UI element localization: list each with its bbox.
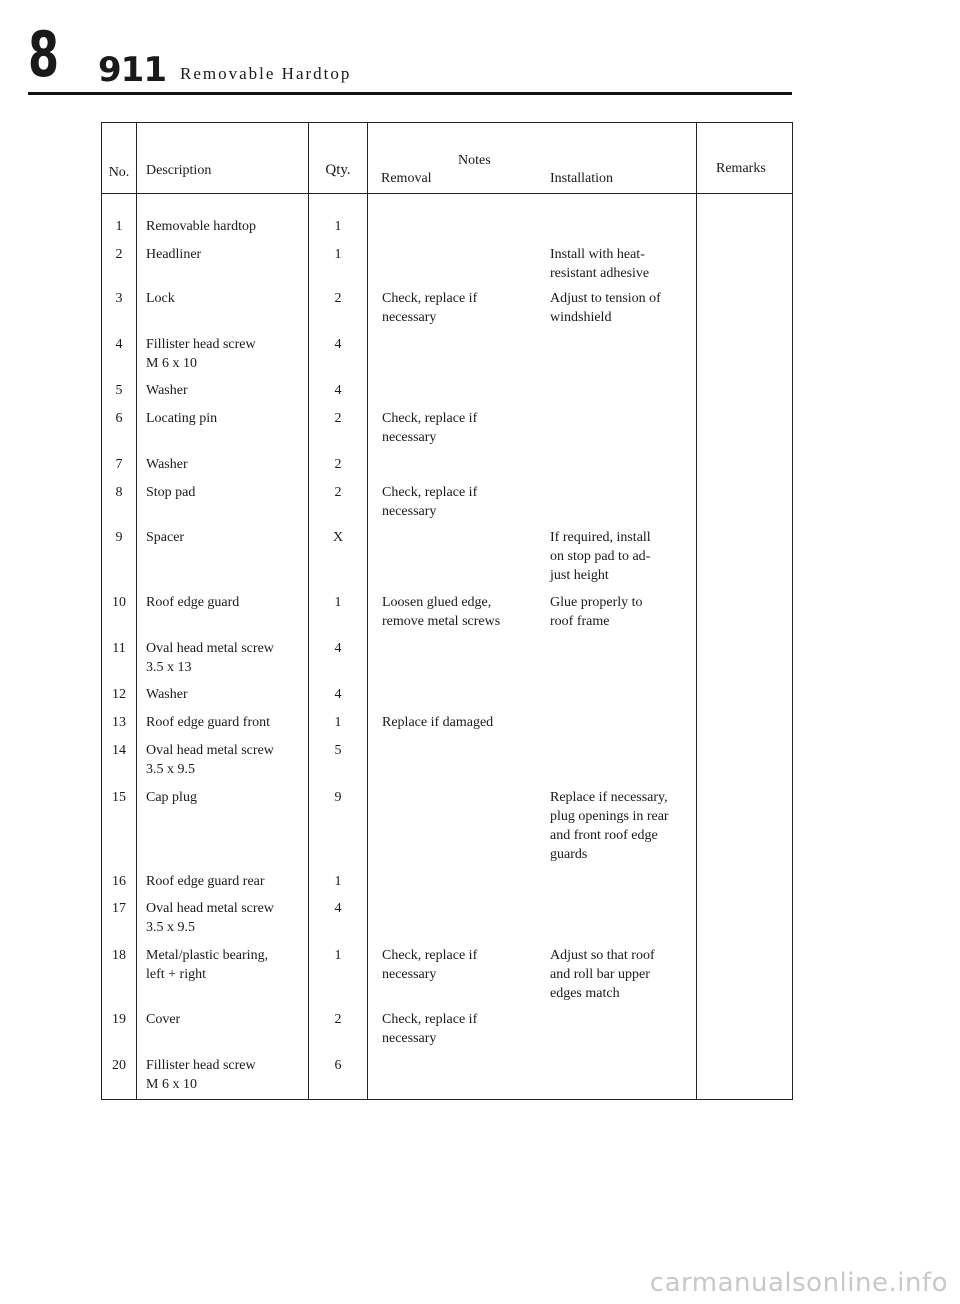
row-description: Cap plug: [146, 790, 197, 805]
header-qty: Qty.: [325, 162, 351, 178]
row-qty: 4: [334, 901, 342, 916]
row-qty: 4: [334, 641, 342, 656]
row-number: 17: [112, 901, 126, 916]
row-qty: 1: [334, 595, 342, 610]
row-installation-note: Install with heat- resistant adhesive: [550, 247, 650, 281]
row-number: 19: [112, 1012, 126, 1027]
row-qty: 1: [334, 219, 342, 234]
row-qty: 2: [334, 457, 342, 472]
header-installation: Installation: [550, 171, 613, 186]
row-number: 15: [112, 790, 126, 805]
row-removal-note: Check, replace if necessary: [382, 1012, 478, 1046]
row-description: Roof edge guard rear: [146, 874, 265, 889]
row-description: Lock: [146, 291, 175, 306]
row-description: Cover: [146, 1012, 181, 1027]
row-number: 3: [115, 291, 123, 306]
row-description: Spacer: [146, 530, 185, 545]
row-number: 13: [112, 715, 126, 730]
header-removal: Removal: [381, 171, 432, 186]
row-number: 16: [112, 874, 126, 889]
row-description: Fillister head screw M 6 x 10: [146, 1058, 256, 1092]
row-qty: 2: [334, 1012, 342, 1027]
row-qty: 1: [334, 715, 342, 730]
row-description: Removable hardtop: [146, 219, 257, 234]
row-qty: 1: [334, 247, 342, 262]
column-divider: [136, 123, 137, 1099]
header-rule: [28, 92, 792, 95]
row-qty: 9: [334, 790, 342, 805]
row-number: 8: [115, 485, 123, 500]
row-removal-note: Check, replace if necessary: [382, 291, 478, 325]
row-number: 18: [112, 948, 126, 963]
parts-table: [101, 122, 793, 1100]
page-subtitle: Removable Hardtop: [180, 64, 352, 83]
row-description: Roof edge guard front: [146, 715, 271, 730]
row-number: 4: [115, 337, 123, 352]
row-description: Washer: [146, 687, 188, 702]
row-description: Locating pin: [146, 411, 218, 426]
row-installation-note: Adjust so that roof and roll bar upper edges match: [550, 948, 655, 1001]
row-number: 7: [115, 457, 123, 472]
row-number: 5: [115, 383, 123, 398]
watermark: carmanualsonline.info: [649, 1268, 948, 1298]
row-removal-note: Check, replace if necessary: [382, 411, 478, 445]
row-description: Fillister head screw M 6 x 10: [146, 337, 256, 371]
row-description: Roof edge guard: [146, 595, 240, 610]
row-description: Oval head metal screw 3.5 x 9.5: [146, 901, 274, 935]
header-remarks: Remarks: [716, 161, 766, 176]
header-no: No.: [108, 165, 130, 180]
row-number: 10: [112, 595, 126, 610]
row-qty: 2: [334, 485, 342, 500]
row-qty: 6: [334, 1058, 342, 1073]
row-number: 12: [112, 687, 126, 702]
header-notes: Notes: [458, 153, 491, 168]
row-installation-note: Replace if necessary, plug openings in rear and front roof edge guards: [550, 790, 669, 862]
row-qty: 1: [334, 948, 342, 963]
row-number: 11: [112, 641, 126, 656]
column-divider: [308, 123, 309, 1099]
row-qty: 5: [334, 743, 342, 758]
row-removal-note: Replace if damaged: [382, 715, 494, 730]
row-description: Headliner: [146, 247, 202, 262]
row-removal-note: Loosen glued edge, remove metal screws: [382, 595, 501, 629]
column-divider: [367, 123, 368, 1099]
page-header: [0, 0, 960, 110]
model-title: 911: [98, 50, 166, 90]
row-installation-note: If required, install on stop pad to ad- just height: [550, 530, 651, 583]
row-description: Oval head metal screw 3.5 x 9.5: [146, 743, 274, 777]
row-number: 20: [112, 1058, 126, 1073]
row-number: 1: [115, 219, 123, 234]
row-number: 2: [115, 247, 123, 262]
row-description: Oval head metal screw 3.5 x 13: [146, 641, 274, 675]
row-qty: 2: [334, 291, 342, 306]
row-qty: 4: [334, 687, 342, 702]
row-removal-note: Check, replace if necessary: [382, 948, 478, 982]
row-removal-note: Check, replace if necessary: [382, 485, 478, 519]
section-number: 8: [28, 18, 60, 91]
row-qty: 4: [334, 383, 342, 398]
row-installation-note: Glue properly to roof frame: [550, 595, 643, 629]
row-description: Washer: [146, 457, 188, 472]
row-qty: 1: [334, 874, 342, 889]
row-installation-note: Adjust to tension of windshield: [550, 291, 661, 325]
row-number: 14: [112, 743, 126, 758]
header-divider: [102, 193, 792, 194]
row-number: 9: [115, 530, 123, 545]
row-qty: 4: [334, 337, 342, 352]
row-number: 6: [115, 411, 123, 426]
row-qty: 2: [334, 411, 342, 426]
row-qty: X: [332, 530, 344, 545]
header-description: Description: [146, 163, 212, 178]
row-description: Stop pad: [146, 485, 196, 500]
row-description: Metal/plastic bearing, left + right: [146, 948, 269, 982]
row-description: Washer: [146, 383, 188, 398]
